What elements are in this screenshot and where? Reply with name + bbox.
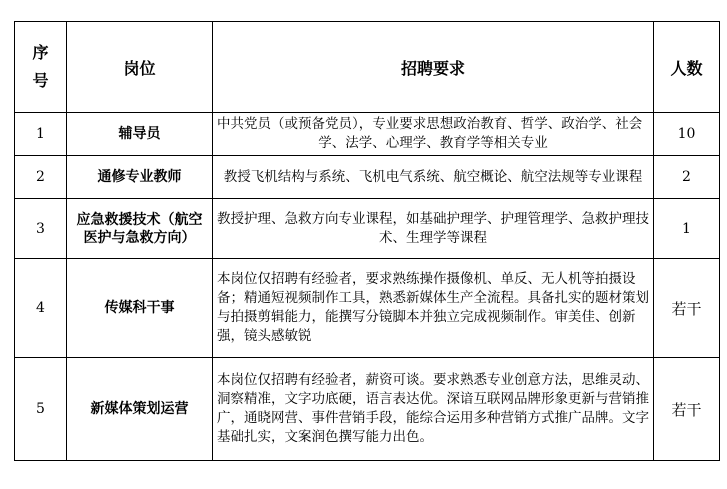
row-requirements: 教授护理、急救方向专业课程，如基础护理学、护理管理学、急救护理技术、生理学等课程 [213,199,654,259]
row-count: 若干 [654,358,720,461]
table-row [15,113,720,156]
table-row [15,156,720,199]
header-position: 岗位 [67,22,213,113]
row-seq: 2 [15,156,67,199]
row-requirements: 教授飞机结构与系统、飞机电气系统、航空概论、航空法规等专业课程 [213,156,654,199]
row-position: 应急救援技术（航空医护与急救方向） [67,199,213,259]
row-count: 10 [654,113,720,156]
table-row [15,358,720,461]
header-requirements: 招聘要求 [213,22,654,113]
row-requirements: 中共党员（或预备党员），专业要求思想政治教育、哲学、政治学、社会学、法学、心理学、教育学等相关专业 [213,113,654,156]
row-position: 辅导员 [67,113,213,156]
row-requirements: 本岗位仅招聘有经验者，薪资可谈。要求熟悉专业创意方法，思维灵动、洞察精准，文字功底硬，语言表达优。深谙互联网品牌形象更新与营销推广，通晓网营、事件营销手段，能综合运用多种营销方式推广品牌。文字基础扎实，文案润色撰写能力出色。 [213,358,654,461]
header-row [15,22,720,113]
table-row [15,199,720,259]
row-position: 通修专业教师 [67,156,213,199]
row-count: 1 [654,199,720,259]
recruitment-table [14,21,720,461]
row-seq: 5 [15,358,67,461]
row-count: 若干 [654,259,720,358]
table-row [15,259,720,358]
row-seq: 3 [15,199,67,259]
row-seq: 1 [15,113,67,156]
row-position: 传媒科干事 [67,259,213,358]
row-count: 2 [654,156,720,199]
header-count: 人数 [654,22,720,113]
header-seq: 序号 [15,22,67,113]
row-requirements: 本岗位仅招聘有经验者，要求熟练操作摄像机、单反、无人机等拍摄设备；精通短视频制作工具，熟悉新媒体生产全流程。具备扎实的题材策划与拍摄剪辑能力，能撰写分镜脚本并独立完成视频制作。审美佳、创新强，镜头感敏锐 [213,259,654,358]
row-position: 新媒体策划运营 [67,358,213,461]
row-seq: 4 [15,259,67,358]
